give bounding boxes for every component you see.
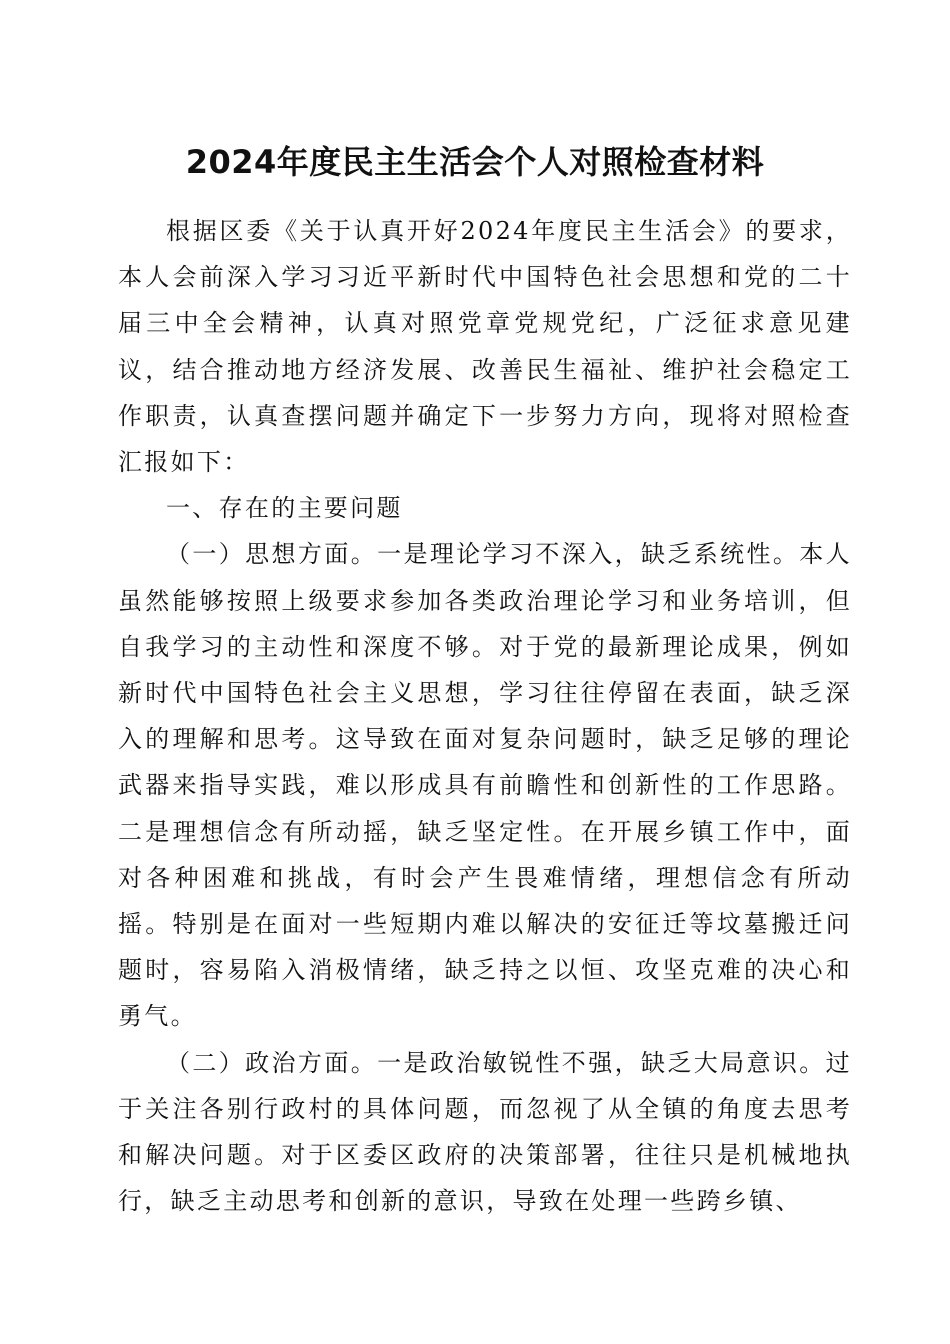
politics-paragraph: （二）政治方面。一是政治敏锐性不强，缺乏大局意识。过于关注各别行政村的具体问题，而忽视了从全镇的角度去思考和解决问题。对于区委区政府的决策部署，往往只是机械地执行，缺乏主动思考和创新的意识，导致在处理一些跨乡镇、 bbox=[118, 1048, 852, 1216]
intro-paragraph: 根据区委《关于认真开好2024年度民主生活会》的要求，本人会前深入学习习近平新时代中国特色社会思想和党的二十届三中全会精神，认真对照党章党规党纪，广泛征求意见建议，结合推动地方经济发展、改善民生福祉、维护社会稳定工作职责，认真查摆问题并确定下一步努力方向，现将对照检查汇报如下： bbox=[118, 217, 852, 477]
thought-paragraph: （一）思想方面。一是理论学习不深入，缺乏系统性。本人虽然能够按照上级要求参加各类政治理论学习和业务培训，但自我学习的主动性和深度不够。对于党的最新理论成果，例如新时代中国特色社会主义思想，学习往往停留在表面，缺乏深入的理解和思考。这导致在面对复杂问题时，缺乏足够的理论武器来指导实践，难以形成具有前瞻性和创新性的工作思路。二是理想信念有所动摇，缺乏坚定性。在开展乡镇工作中，面对各种困难和挑战，有时会产生畏难情绪，理想信念有所动摇。特别是在面对一些短期内难以解决的安征迁等坟墓搬迁问题时，容易陷入消极情绪，缺乏持之以恒、攻坚克难的决心和勇气。 bbox=[118, 540, 852, 1031]
document-body bbox=[118, 208, 852, 1224]
section-heading-main-problems: 一、存在的主要问题 bbox=[166, 494, 403, 523]
document-title: 2024年度民主生活会个人对照检查材料 bbox=[185, 143, 765, 181]
